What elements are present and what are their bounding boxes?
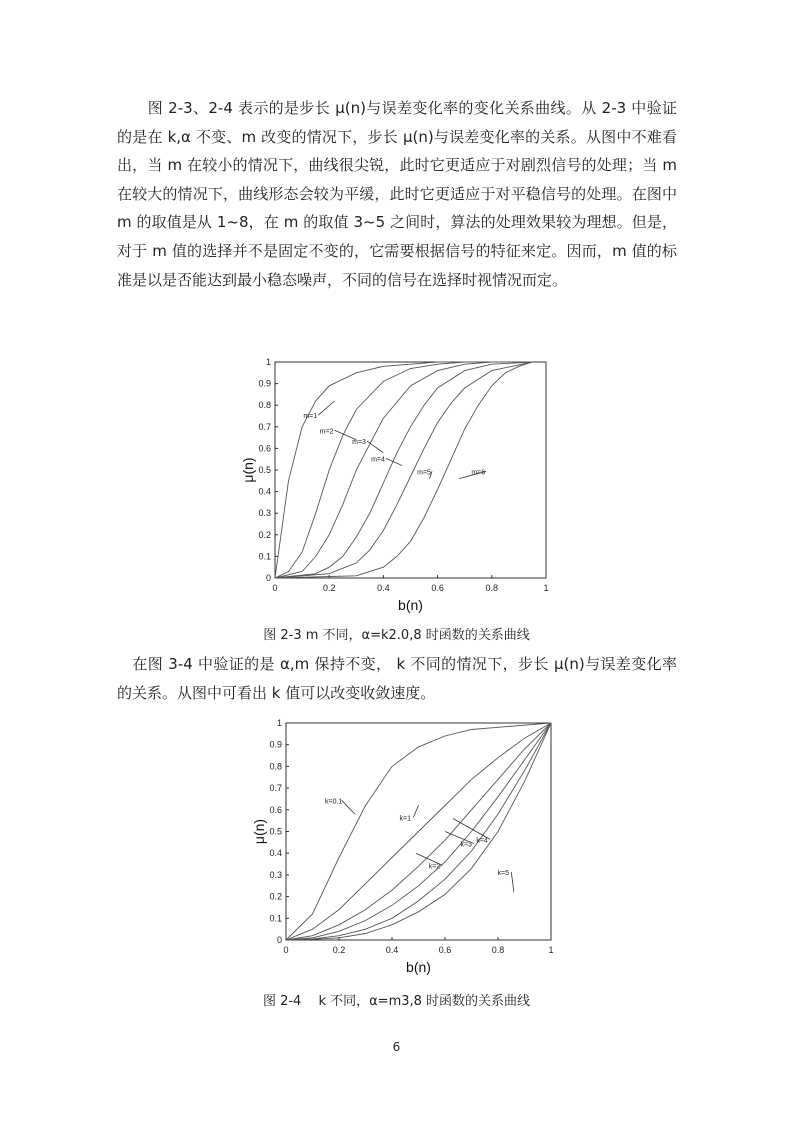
- x-tick-label: 1: [543, 583, 549, 593]
- y-tick-label: 0: [276, 935, 282, 945]
- y-tick-label: 0.9: [258, 378, 271, 389]
- series-label: k=3: [460, 841, 472, 849]
- series-annotation-arrow: [413, 805, 418, 817]
- x-tick-label: 0.6: [438, 945, 452, 955]
- series-annotation-arrow: [453, 818, 490, 839]
- x-tick-label: 0.8: [485, 583, 499, 593]
- series-label: k=1: [399, 815, 411, 823]
- x-tick-label: 0: [283, 945, 289, 955]
- x-tick-label: 0.4: [377, 583, 390, 593]
- figure-2-4: [248, 716, 568, 978]
- x-tick-label: 0.8: [491, 945, 505, 955]
- series-line-m3: [275, 362, 532, 578]
- figure-2-3: [240, 355, 558, 615]
- series-label: k=5: [497, 869, 510, 877]
- y-tick-label: 0.5: [269, 826, 282, 837]
- series-label: m=6: [471, 469, 486, 477]
- series-annotation-arrow: [367, 441, 383, 453]
- series-annotation-arrow: [511, 872, 514, 892]
- body-paragraph-2: 在图 3-4 中验证的是 α,m 保持不变， k 不同的情况下，步长 μ(n)与误差变化率的关系。从图中可看出 k 值可以改变收敛速度。: [117, 655, 677, 702]
- y-tick-label: 0.1: [269, 913, 282, 924]
- series-label: m=1: [303, 413, 318, 421]
- series-annotation-arrow: [318, 401, 334, 415]
- y-tick-label: 0.3: [269, 869, 282, 880]
- y-tick-label: 0.6: [269, 804, 282, 815]
- chart-m-different: [240, 355, 558, 615]
- y-tick-label: 0.4: [258, 486, 271, 497]
- body-paragraph-1: 图 2-3、2-4 表示的是步长 μ(n)与误差变化率的变化关系曲线。从 2-3 中验证的是在 k,α 不变、m 改变的情况下，步长 μ(n)与误差变化率的关系。从图中不难看出，当 m 在较小的情况下，曲线很尖锐，此时它更适应于对剧烈信号的处理；当 m 在较大的情况下，曲线形态会较为平缓，此时它更适应于对平稳信号的处理。在图中 m 的取值是从 1~8，在 m 的取值 3~5 之间时，算法的处理效果较为理想。但是，对于 m 值的选择并不是固定不变的，它需要根据信号的特征来定。因而，m 值的标准是以是否能达到最小稳态噪声，不同的信号在选择时视情况而定。: [117, 99, 677, 289]
- y-tick-label: 0.7: [269, 783, 282, 794]
- x-tick-label: 0.6: [431, 583, 444, 593]
- y-tick-label: 1: [276, 718, 282, 728]
- y-tick-label: 0.2: [258, 529, 271, 540]
- series-label: m=2: [319, 428, 334, 436]
- figure-2-3-caption: 图 2-3 m 不同，α=k2.0,8 时函数的关系曲线: [263, 628, 530, 643]
- y-tick-label: 0.8: [269, 761, 282, 772]
- series-label: k=2: [428, 863, 441, 871]
- y-tick-label: 0.7: [258, 421, 271, 432]
- chart-k-different: [248, 716, 568, 978]
- y-tick-label: 0: [265, 573, 271, 583]
- series-label: m=4: [371, 456, 385, 464]
- y-tick-label: 0.5: [258, 465, 271, 475]
- series-line-k1: [286, 723, 551, 940]
- figure-2-4-caption: 图 2-4 k 不同，α=m3,8 时函数的关系曲线: [262, 994, 531, 1009]
- x-tick-label: 1: [548, 945, 554, 955]
- y-tick-label: 1: [265, 357, 271, 367]
- y-axis-label: μ(n): [251, 818, 267, 845]
- y-tick-label: 0.9: [269, 739, 282, 750]
- y-tick-label: 0.1: [258, 551, 271, 562]
- y-tick-label: 0.6: [258, 443, 271, 454]
- y-axis-label: μ(n): [240, 457, 256, 483]
- x-tick-label: 0.2: [332, 945, 346, 955]
- x-tick-label: 0: [272, 583, 278, 593]
- x-tick-label: 0.2: [322, 583, 336, 593]
- x-tick-label: 0.4: [385, 945, 399, 955]
- page-number: 6: [392, 1040, 401, 1054]
- x-axis-label: b(n): [406, 959, 431, 975]
- series-annotation-arrow: [342, 800, 355, 814]
- series-label: m=5: [417, 469, 431, 477]
- series-label: k=4: [476, 837, 488, 845]
- y-tick-label: 0.3: [258, 508, 271, 519]
- plot-frame: [275, 362, 546, 578]
- y-tick-label: 0.8: [258, 400, 271, 411]
- y-tick-label: 0.2: [269, 891, 282, 902]
- series-label: k=0.1: [325, 798, 343, 806]
- y-tick-label: 0.4: [269, 848, 282, 859]
- x-axis-label: b(n): [398, 597, 423, 613]
- series-label: m=3: [352, 439, 366, 447]
